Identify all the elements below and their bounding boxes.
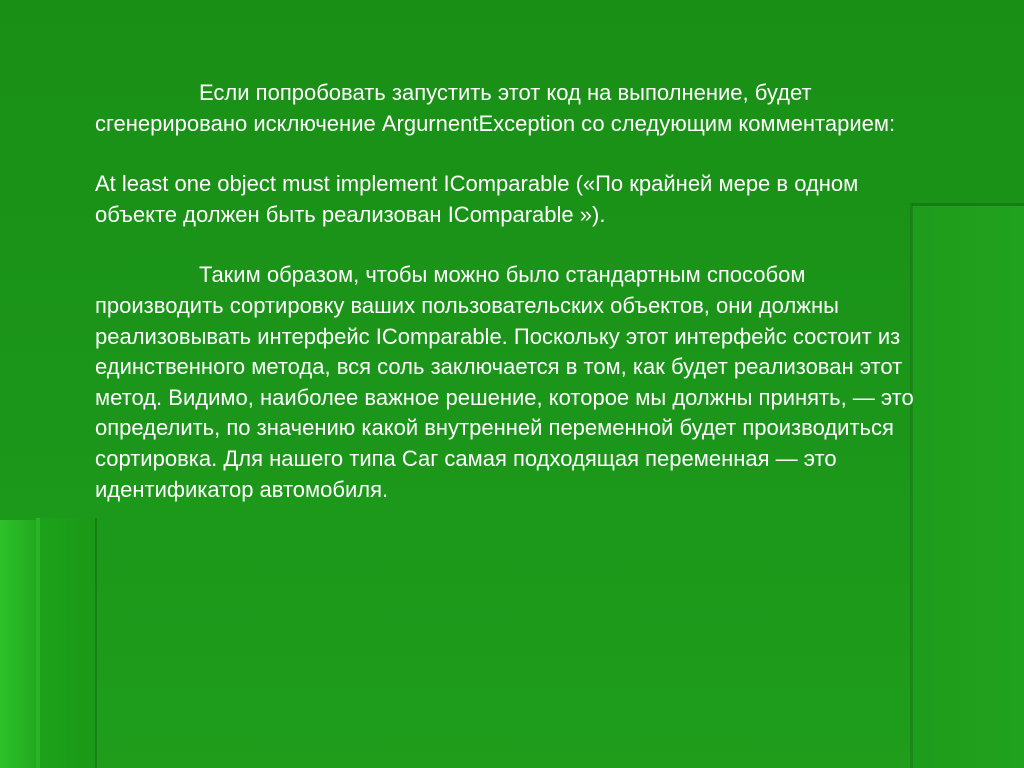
paragraph-explanation: Таким образом, чтобы можно было стандартным способом производить сортировку ваших пользовательских объектов, они должны реализовывать интерфейс IComparable. Поскольку этот интерфейс состоит из единственного метода, вся соль заключается в том, как будет реализован этот метод. Видимо, наиболее важное решение, которое мы должны принять, — это определить, по значению какой внутренней переменной будет производиться сортировка. Для нашего типа Саг самая подходящая переменная — это идентификатор автомобиля. <box>95 262 914 502</box>
paragraph-spacer <box>95 230 925 260</box>
decorative-vertical-line <box>95 518 97 768</box>
paragraph-error-message: At least one object must implement IComparable («По крайней мере в одном объекте должен быть реализован IComparable »). <box>95 171 859 227</box>
decorative-left-band <box>0 520 36 768</box>
decorative-right-top-line <box>912 203 1024 206</box>
paragraph-exception: Если попробовать запустить этот код на выполнение, будет сгенерировано исключение ArgurnentException со следующим комментарием: <box>95 80 896 136</box>
paragraph-spacer <box>95 139 925 169</box>
decorative-left-panel <box>40 518 95 768</box>
decorative-right-panel <box>912 205 1024 768</box>
slide-text-body <box>95 78 925 505</box>
